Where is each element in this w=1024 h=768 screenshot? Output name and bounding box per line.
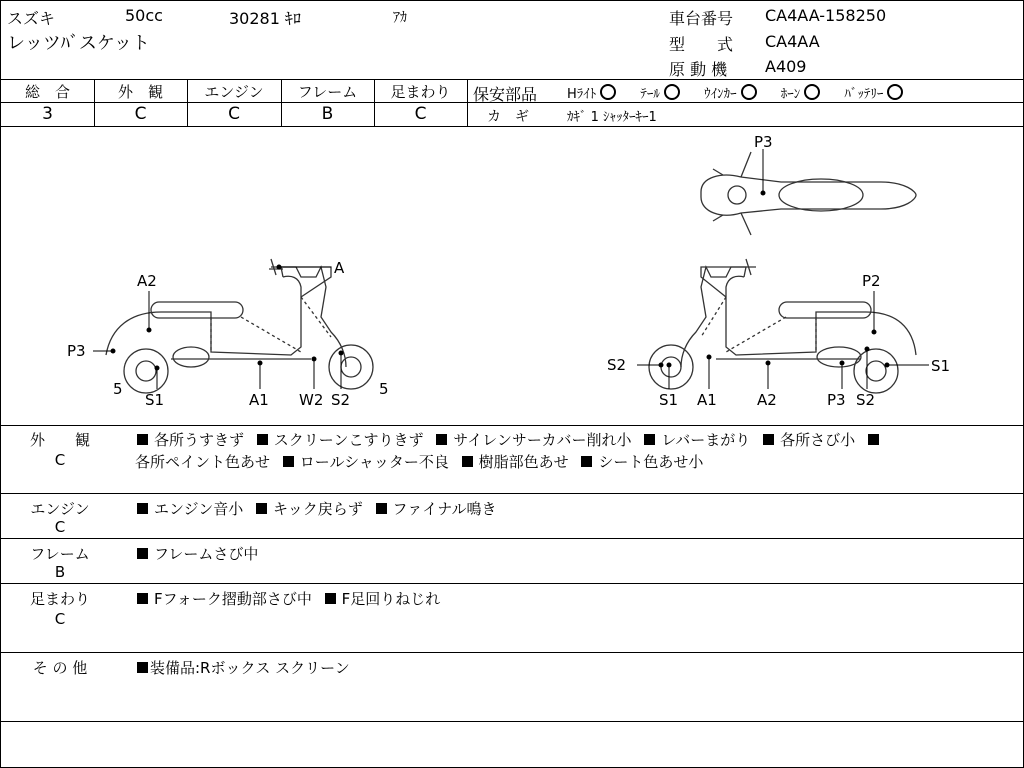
safety-item-headlight: [567, 87, 616, 102]
remark: レバーまがり: [661, 431, 751, 449]
divider: [1, 583, 1023, 584]
scooter-top-view: [701, 152, 916, 235]
ok-circle-icon: [804, 84, 820, 100]
remark: 装備品:Rボックス スクリーン: [150, 659, 350, 677]
diagram-label: P3: [827, 391, 846, 409]
diagram-label: 5: [113, 380, 123, 398]
remark: Fフォーク摺動部さび中: [154, 590, 312, 608]
remark: 樹脂部色あせ: [478, 453, 569, 471]
diagram-label: S1: [145, 391, 165, 409]
diagram-label: S2: [607, 356, 627, 374]
remark: ロールシャッター不良: [299, 453, 449, 471]
remark: 各所さび小: [780, 431, 856, 449]
bullet-square-icon: [462, 456, 473, 467]
ok-circle-icon: [664, 84, 680, 100]
bullet-square-icon: [644, 434, 655, 445]
diagram-label: P2: [862, 272, 881, 290]
divider: [1, 493, 1023, 494]
section-exterior-grade: C: [54, 451, 66, 469]
bullet-square-icon: [137, 662, 148, 673]
remark: 各所ペイント色あせ: [135, 453, 271, 471]
safety-item-label: ﾊﾞｯﾃﾘｰ: [844, 87, 884, 102]
frame-no-label: 車台番号: [669, 9, 734, 28]
remark: ファイナル鳴き: [392, 500, 497, 518]
section-suspension-category: 足まわり: [29, 590, 90, 608]
bullet-square-icon: [257, 434, 268, 445]
ok-circle-icon: [887, 84, 903, 100]
grade-overall-label: 総 合: [24, 83, 70, 101]
divider: [467, 102, 1023, 103]
remark: F足回りねじれ: [341, 590, 441, 608]
model-name: レッツﾊﾞスケット: [7, 33, 150, 54]
section-suspension-line1: [137, 588, 440, 609]
remark: エンジン音小: [154, 500, 244, 518]
section-frame-line1: [137, 543, 258, 564]
grade-suspension-label: 足まわり: [390, 83, 451, 101]
diagram-label: P3: [67, 342, 86, 360]
bullet-square-icon: [376, 503, 387, 514]
diagram-label: W2: [299, 391, 324, 409]
bullet-square-icon: [256, 503, 267, 514]
ok-circle-icon: [600, 84, 616, 100]
divider: [1, 79, 1023, 80]
safety-item-tail: [640, 87, 680, 102]
section-frame-category: フレーム: [30, 545, 90, 563]
section-other-line1: [137, 657, 350, 678]
remark: 各所うすきず: [154, 431, 245, 449]
safety-items: [567, 83, 903, 102]
diagram-label: S2: [331, 391, 351, 409]
section-frame-grade: B: [54, 563, 66, 581]
section-engine-category: エンジン: [30, 500, 90, 518]
section-engine-grade: C: [54, 518, 66, 536]
safety-item-horn: [781, 87, 821, 102]
divider: [1, 652, 1023, 653]
grade-engine-value: C: [228, 104, 240, 124]
remark: スクリーンこすりきず: [273, 431, 424, 449]
divider: [1, 425, 1023, 426]
section-exterior-category: 外 観: [29, 431, 90, 449]
color: ｱｶ: [393, 10, 407, 26]
engine-label: 原 動 機: [669, 60, 728, 79]
grade-overall-value: 3: [42, 104, 53, 124]
diagram-label: A1: [249, 391, 269, 409]
section-engine-line1: [137, 498, 496, 519]
bullet-square-icon: [581, 456, 592, 467]
diagram-label: A2: [137, 272, 157, 290]
safety-item-battery: [844, 87, 903, 102]
key-label: カ ギ: [487, 109, 529, 125]
grade-exterior-label: 外 観: [117, 83, 163, 101]
bullet-square-icon: [137, 548, 148, 559]
grade-engine-label: エンジン: [204, 83, 264, 101]
divider: [1, 102, 467, 103]
safety-item-label: ﾃｰﾙ: [640, 87, 660, 102]
diagram-label: S1: [659, 391, 679, 409]
diagram-label: S2: [856, 391, 876, 409]
bullet-square-icon: [137, 434, 148, 445]
grade-suspension-value: C: [414, 104, 427, 124]
diagram-label: S1: [931, 357, 951, 375]
section-exterior-line2: [135, 451, 703, 472]
safety-item-label: Hﾗｲﾄ: [567, 87, 597, 102]
bullet-square-icon: [325, 593, 336, 604]
diagram-label: A: [334, 259, 345, 277]
displacement: 50cc: [125, 6, 163, 25]
section-suspension-grade: C: [54, 610, 66, 628]
diagram-label: A1: [697, 391, 717, 409]
grade-exterior-value: C: [134, 104, 147, 124]
type-value: CA4AA: [765, 32, 820, 51]
bullet-square-icon: [137, 503, 148, 514]
key-value: ｶｷﾞ 1 ｼｬｯﾀｰｷｰ1: [567, 110, 657, 125]
remark: サイレンサーカバー削れ小: [453, 431, 632, 449]
section-exterior-line1: [137, 429, 885, 450]
section-other-category: そ の 他: [32, 659, 88, 677]
safety-label: 保安部品: [473, 85, 538, 104]
type-label: 型 式: [669, 35, 734, 54]
remark: フレームさび中: [154, 545, 259, 563]
divider: [1, 721, 1023, 722]
grade-frame-label: フレーム: [297, 83, 358, 101]
grade-frame-value: B: [321, 104, 334, 124]
safety-item-label: ｳｲﾝｶｰ: [704, 87, 737, 102]
bullet-square-icon: [868, 434, 879, 445]
engine-value: A409: [765, 57, 807, 76]
bullet-square-icon: [137, 593, 148, 604]
remark: キック戻らず: [273, 500, 363, 518]
diagram-label: 5: [379, 380, 389, 398]
diagram-label: P3: [754, 133, 773, 151]
remark: シート色あせ小: [598, 453, 704, 471]
ok-circle-icon: [741, 84, 757, 100]
frame-no: CA4AA-158250: [765, 6, 887, 25]
diagram-label: A2: [757, 391, 777, 409]
bullet-square-icon: [436, 434, 447, 445]
divider: [1, 538, 1023, 539]
safety-item-winker: [704, 87, 757, 102]
bullet-square-icon: [283, 456, 294, 467]
mileage: 30281 ｷﾛ: [229, 9, 301, 28]
maker: スズキ: [7, 9, 56, 28]
bullet-square-icon: [763, 434, 774, 445]
safety-item-label: ﾎｰﾝ: [780, 87, 801, 102]
